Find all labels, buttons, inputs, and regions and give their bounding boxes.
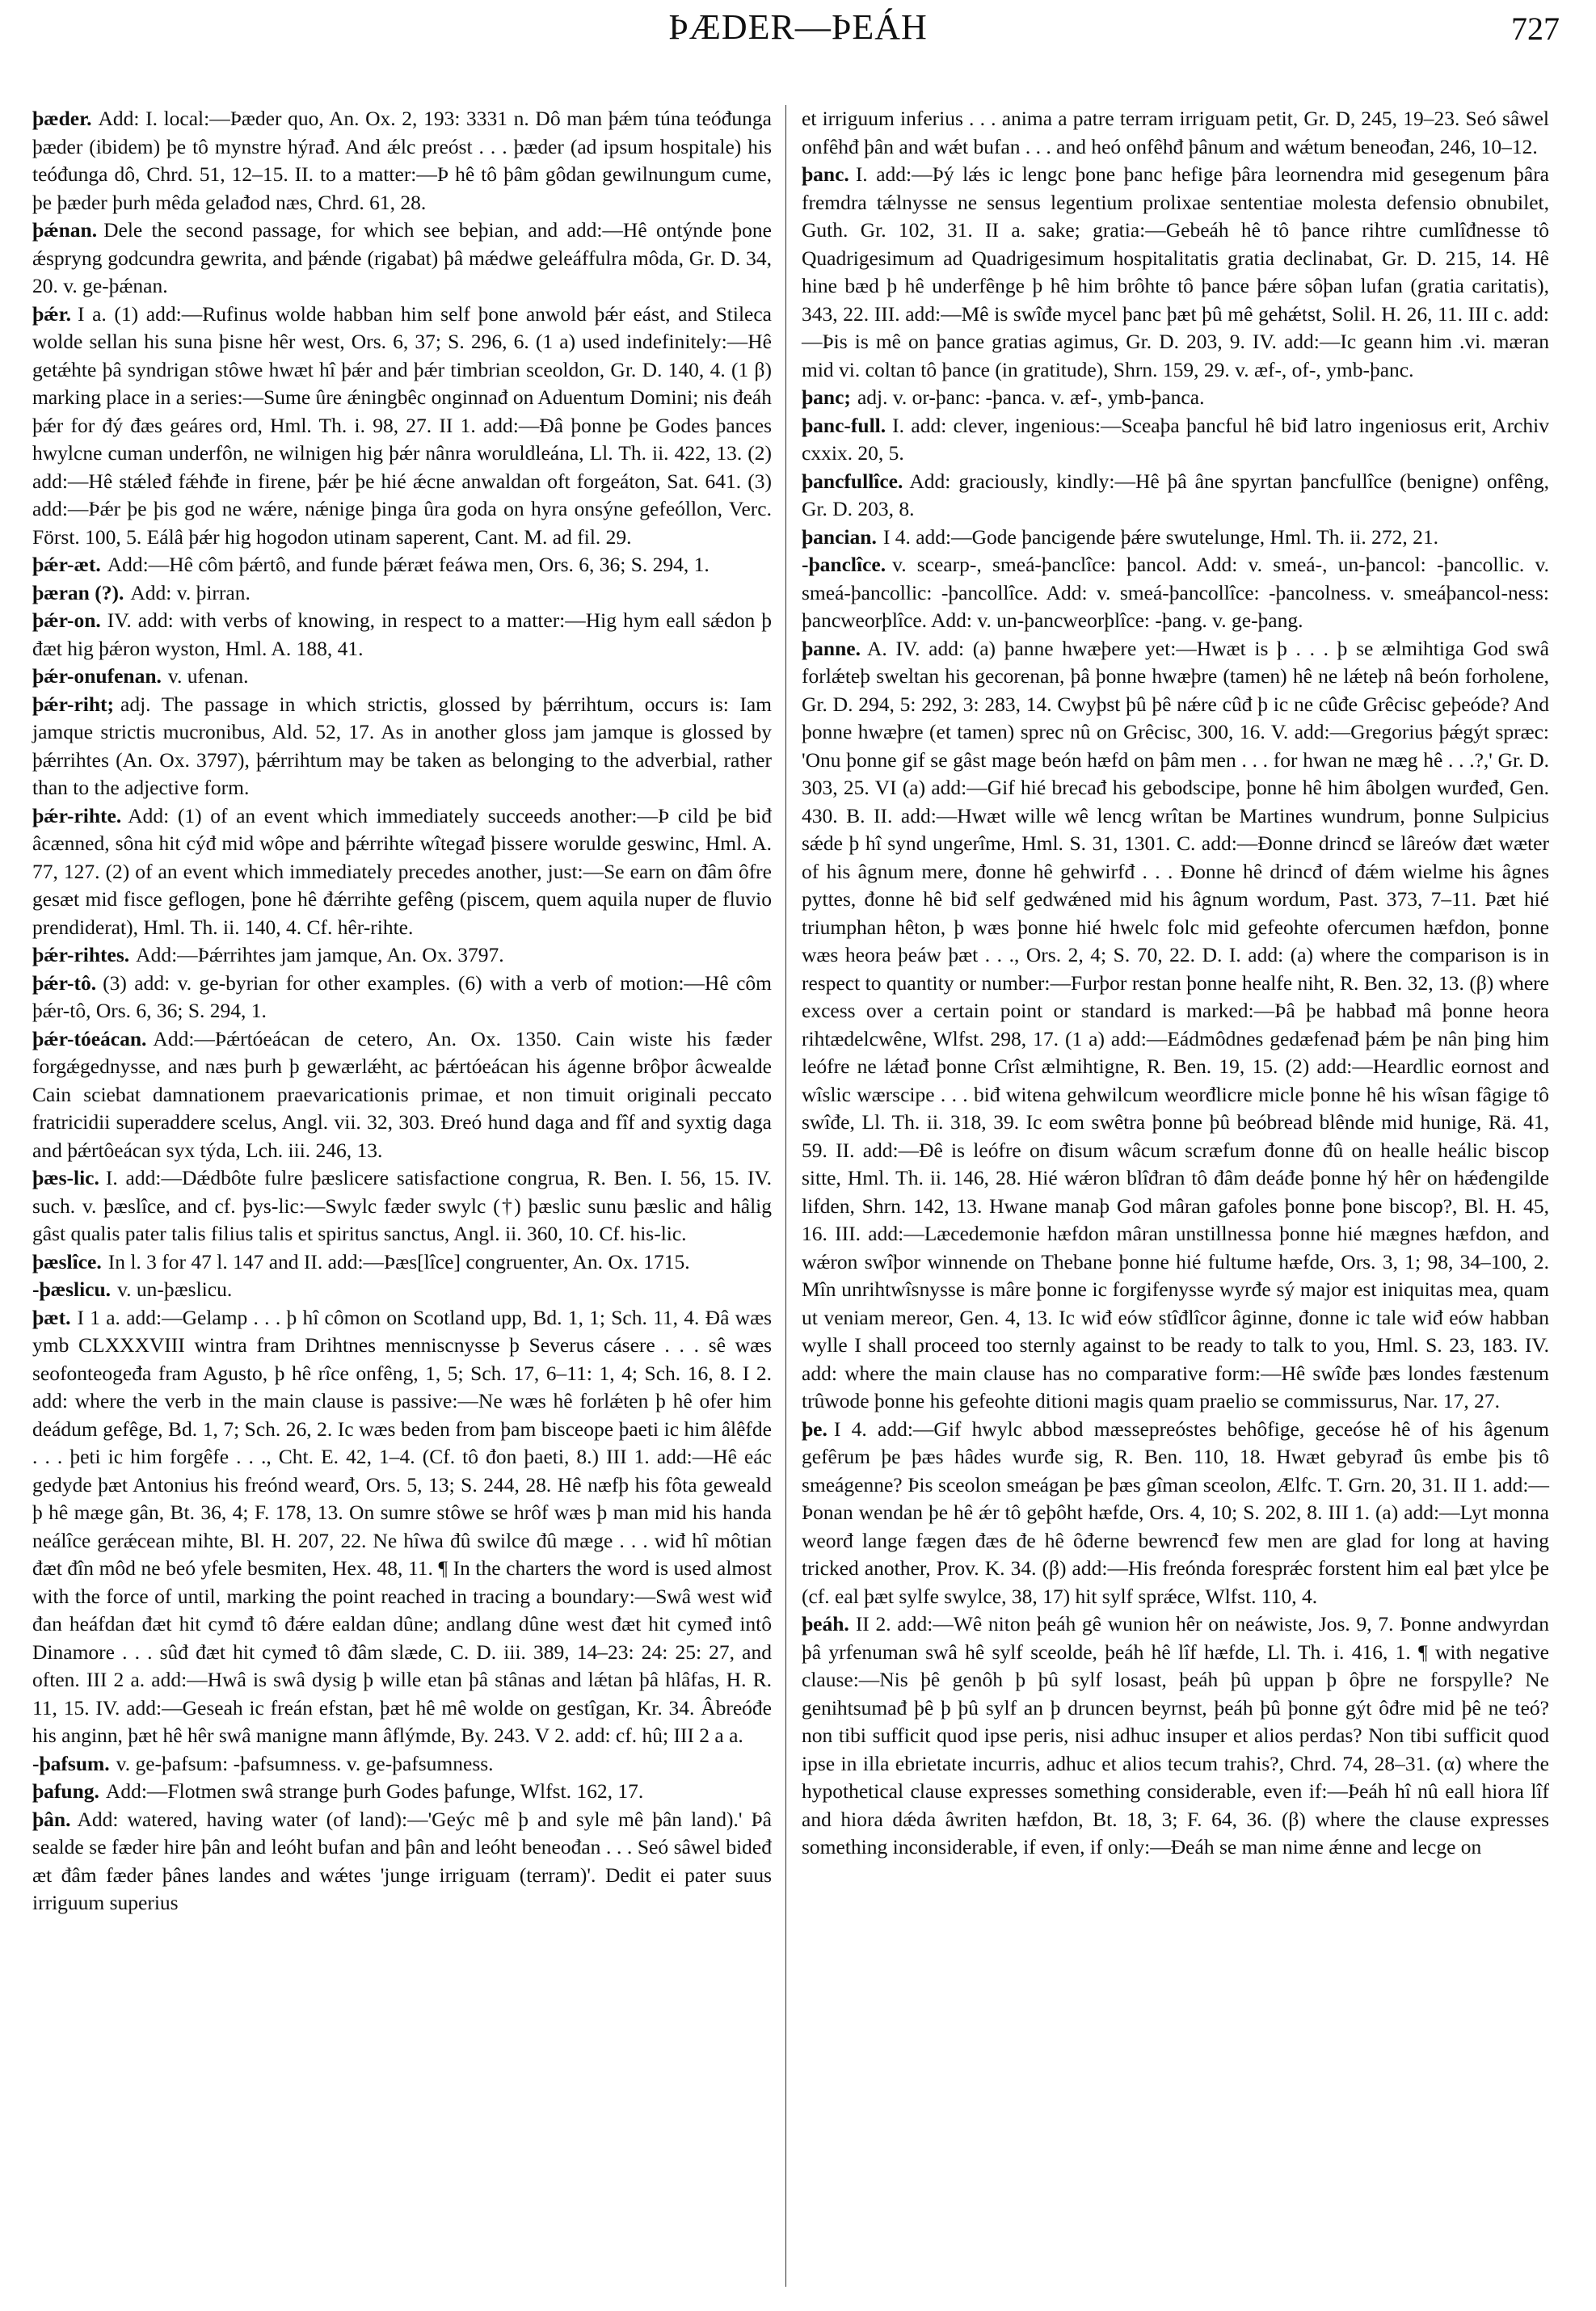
dictionary-entry	[802, 524, 1549, 552]
dictionary-entry	[32, 663, 772, 691]
right-column	[802, 105, 1549, 1862]
headword: þǽr-onufenan.	[32, 664, 162, 688]
dictionary-entry	[802, 105, 1549, 161]
dictionary-entry	[32, 1025, 772, 1165]
entry-body: Add:—Flotmen swâ strange þurh Godes þafunge, Wlfst. 162, 17.	[105, 1779, 644, 1803]
entry-body: Add:—Þǽrrihtes jam jamque, An. Ox. 3797.	[136, 943, 504, 966]
dictionary-entry	[32, 217, 772, 301]
headword: þe.	[802, 1416, 827, 1441]
headword: -þanclîce.	[802, 553, 886, 576]
entry-body: v. un-þæslicu.	[117, 1278, 233, 1301]
headword: þanc;	[802, 385, 851, 409]
headword: þǽr-riht;	[32, 692, 115, 716]
headword: þæran (?).	[32, 580, 124, 604]
entry-body: (3) add: v. ge-byrian for other examples. (6) with a verb of motion:—Hê côm þǽr-tô, Ors. 6, 36; S. 294, 1.	[32, 970, 772, 1022]
dictionary-entry	[802, 161, 1549, 384]
headword: þæslîce.	[32, 1249, 102, 1273]
entry-body: Add: graciously, kindly:—Hê þâ âne spyrtan þancfullîce (benigne) onfêng, Gr. D. 203, 8.	[802, 469, 1549, 520]
entry-body: II 2. add:—Wê niton þeáh gê wunion hêr on neáwiste, Jos. 9, 7. Þonne andwyrdan þâ yrfenuman swâ hê sylf sceolde, þeáh hê lîf hæfde, Ll. Th. i. 416, 1. ¶ with negative clause:—Nis þê genôh þ þû sylf losast, þeáh þû uppan þ ôþre ne forspylle? Ne genihtsumađ þê þ þû sylf an þ druncen beyrnst, þeáh þû þonne gýt ôđre mid þê ne teó? non tibi sufficit quod ipse peris, nisi adhuc insuper et alios perdas? Non tibi sufficit quod ipse in illa ebrietate incurris, adhuc et alios tecum trahis?, Chrd. 74, 28–31. (α) where the hypothetical clause expresses something considerable, even if:—Þeáh hî nû eall hiora lîf and hiora dǽda âwriten hæfdon, Bt. 18, 3; F. 64, 36. (β) where the clause expresses something inconsiderable, if even, if only:—Đeáh se man nime ǽnne and lecge on	[802, 1612, 1549, 1858]
column-divider	[785, 105, 786, 2287]
headword: þǽr-rihtes.	[32, 943, 130, 966]
left-column	[32, 105, 772, 1917]
headword: þǽr-on.	[32, 608, 101, 632]
dictionary-entry	[802, 384, 1549, 412]
headword: þǽr-tô.	[32, 970, 97, 995]
headword: þæt.	[32, 1305, 71, 1329]
entry-body: I. add:—Dǽdbôte fulre þæslicere satisfactione congrua, R. Ben. I. 56, 15. IV. such. v. þæslîce, and cf. þys-lic:—Swylc fæder swylc (†) þæslic sunu þæslic and hâlig gâst qualis pater talis filius talis et spiritus sanctus, Angl. ii. 360, 10. Cf. his-lic.	[32, 1166, 772, 1245]
entry-body: v. scearp-, smeá-þanclîce: þancol. Add: v. smeá-, un-þancol: -þancollic. v. smeá-þancollic: -þancollîce. Add: v. smeá-þancollîce: -þancolness. v. smeáþancol-ness: þancweorþlîce. Add: v. un-þancweorþlîce: -þang. v. ge-þang.	[802, 553, 1549, 632]
headword: -þæslicu.	[32, 1278, 112, 1301]
entry-body: A. IV. add: (a) þanne hwæþere yet:—Hwæt is þ . . . þ se ælmihtiga God swâ forlǽteþ sweltan his gecorenan, þâ þonne hwæþre (tamen) hê ne lǽteþ nâ beón forholene, Gr. D. 294, 5: 292, 3: 283, 14. Cwyþst þû þê nǽre cûđ þ ic ne cûđe Grêcisc geþeóde? And þonne hwæþre (et tamen) sprec nû on Grêcisc, 300, 16. V. add:—Gregorius þǽgýt spræc: 'Onu þonne gif se gâst mage beón hæfd on þâm men . . . for hwan ne mæg hê . . .?,' Gr. D. 303, 25. VI (a) add:—Gif hié brecađ his gebodscipe, þonne hê him âbolgen wurđeđ, Gen. 430. B. II. add:—Hwæt wille wê lencg wrîtan be Martines wundrum, þonne Sulpicius sǽde þ hî synd ungerîme, Hml. S. 31, 1301. C. add:—Đonne drincđ se lâreów đæt wæter of his âgnum mere, đonne hê gehwirfđ . . . Đonne hê drincđ of đǽm wielme his âgnes pyttes, đonne hê biđ self gedwǽned mid his âgnum wordum, Past. 373, 7–11. Þæt hié triumphan hêton, þ wæs þonne hié hwelc folc mid gefeohte ofercumen hæfdon, þonne wæs heora þeáw þæt . . ., Ors. 2, 4; S. 70, 22. D. I. add: (a) where the comparison is in respect to quantity or number:—Furþor restan þonne healfe niht, R. Ben. 32, 13. (β) where excess over a certain point or standard is marked:—Þâ þe habbađ mâ þonne heora rihtædelcwêne, Wlfst. 298, 17. (1 a) add:—Eádmôdnes gedæfenađ þǽm þe nân þing him leófre ne lǽtađ þonne Crîst ælmihtigne, R. Ben. 19, 15. (2) add:—Heardlic eornost and wîslic wærscipe . . . biđ witena gehwilcum weorđlicre micle þonne hê his wîsan fâgige tô swîđe, Ll. Th. ii. 318, 39. Ic eom swêtra þonne þû beóbread blênde mid hunige, Rä. 41, 59. II. add:—Đê is leófre on đisum wâcum scræfum đonne đû on healle heálic biscop sitte, Hml. Th. ii. 146, 28. Hié wǽron blîđran tô đâm deáđe þonne hý hêr on hǽđengilde lifden, Shrn. 142, 13. Hwane manaþ God mâran gafoles þonne þone biscop?, Bl. H. 45, 16. III. add:—Læcedemonie hæfdon mâran unstillnessa þonne hié mægnes hæfdon, and wǽron swîþor winnende on Thebane þonne hié fultume hæfde, Ors. 3, 1; 98, 34–100, 2. Mîn unrihtwîsnysse is mâre þonne ic forgifenysse wyrđe sý major est iniquitas mea, quam ut veniam mereor, Gen. 4, 13. Ic wiđ eów stîđlîcor âginne, đonne ic tale wiđ eów habban wylle I shall proceed too sternly against to be ready to talk to you, Hml. S. 23, 183. IV. add: where the main clause has no comparative form:—Hê swîđe þæs londes fæstenum trûwode þonne his gefeohte ditioni magis quam praelio se commissurus, Nar. 17, 27.	[802, 636, 1549, 1412]
entry-body: I 4. add:—Gif hwylc abbod mæssepreóstes behôfige, geceóse hê of his âgenum gefêrum þe þæs hâdes wurđe sig, R. Ben. 110, 18. Hwæt gebyrađ ûs embe þis tô smeágenne? Þis sceolon smeágan þe þæs gîman sceolon, Ælfc. T. Grn. 20, 31. II 1. add:—Þonan wendan þe hê ǽr tô geþôht hæfde, Ors. 4, 10; S. 202, 8. III 1. (a) add:—Lyt monna weorđ lange fægen đæs đe hê ôđerne bewrencđ few men are glad for long at having tricked another, Prov. K. 34. (β) add:—His freónda foresprǽc forstent him eal þæt ylce þe (cf. eal þæt sylfe swylce, 38, 17) hit sylf sprǽce, Wlfst. 110, 4.	[802, 1416, 1549, 1608]
headword: þafung.	[32, 1779, 99, 1803]
headword: þân.	[32, 1807, 71, 1831]
entry-body: Add: (1) of an event which immediately succeeds another:—Þ cild þe biđ âcænned, sôna hit cýđ mid wôpe and þǽrrihte wîtegađ þissere worulde geswinc, Hml. A. 77, 127. (2) of an event which immediately precedes another, just:—Se earn on đâm ôfre gesæt mid fisce geflogen, þone hê đǽrrihte gefêng (piscem, quem aquila nuper de fluvio prendiderat), Hml. Th. ii. 140, 4. Cf. hêr-rihte.	[32, 803, 772, 939]
dictionary-entry	[32, 1248, 772, 1277]
dictionary-entry	[32, 802, 772, 942]
entry-body: Add: v. þirran.	[130, 580, 251, 604]
entry-body: v. ufenan.	[167, 664, 249, 688]
headword: þæs-lic.	[32, 1166, 99, 1189]
entry-body: I a. (1) add:—Rufinus wolde habban him self þone anwold þǽr eást, and Stileca wolde sellan his suna þisne hêr west, Ors. 6, 37; S. 296, 6. (1 a) used indefinitely:—Hê getǽhte þâ syndrigan stôwe hwæt hî þǽr and þǽr timbrian sceoldon, Gr. D. 140, 4. (1 β) marking place in a series:—Sume ûre ǽningbêc onginnađ on Aduentum Domini; nis đeáh þǽr for đý đæs geáres ord, Hml. Th. i. 98, 27. II 1. add:—Đâ þonne þe Godes þances hwylcne cuman underfôn, ne wilnigen hig þǽr nânra woruldleána, Ll. Th. ii. 422, 13. (2) add:—Hê stǽleđ fǽhđe in firene, þǽr þe hié ǽcne anwaldan oft forgeáton, Sat. 641. (3) add:—Þǽr þe þis god ne wǽre, nǽnige þinga ûra goda on hyra onsýne gefeóllon, Verc. Först. 100, 5. Eálâ þǽr hig hogodon utinam saperent, Cant. M. ad fil. 29.	[32, 301, 772, 549]
entry-body: In l. 3 for 47 l. 147 and II. add:—Þæs[lîce] congruenter, An. Ox. 1715.	[107, 1249, 690, 1273]
dictionary-entry	[32, 1778, 772, 1806]
dictionary-entry	[32, 1750, 772, 1779]
headword: -þafsum.	[32, 1751, 110, 1775]
dictionary-entry	[32, 1806, 772, 1917]
dictionary-entry	[802, 551, 1549, 635]
entry-body: Add: watered, having water (of land):—'Geýc mê þ and syle mê þân land).' Þâ sealde se fæder hire þân and leóht bufan and þân and leóht beneođan . . . Seó sâwel bideđ æt đâm fæder þânes landes and wǽtes 'junge irriguam (terram)'. Dedit ei pater suus irriguum superius	[32, 1807, 772, 1914]
entry-body: I. add:—Þý lǽs ic lengc þone þanc hefige þâra leornendra mid gesegenum þâra fremdra tǽlnysse ne sensus legentium prolixae sententiae molesta defensio obnubilet, Guth. Gr. 102, 31. II a. sake; gratia:—Gebeáh hê tô þance rihtre cumlîđnesse tô Quadrigesimum ad Quadrigesimum hospitalitatis gratia declinabat, Gr. D. 215, 14. Hê hine bæd þ hê underfênge þ hê him brôhte tô þance þǽre sôþan lufan (gratia caritatis), 343, 22. III. add:—Mê is swîđe mycel þanc þæt þû mê gehǽtst, Solil. H. 26, 11. III c. add:—Þis is mê on þance gratias agimus, Gr. D. 203, 9. IV. add:—Ic geann him .vi. mæran mid vi. coltan tô þance (in gratitude), Shrn. 159, 29. v. æf-, of-, ymb-þanc.	[802, 162, 1549, 381]
dictionary-entry	[32, 301, 772, 552]
dictionary-entry	[802, 412, 1549, 468]
headword: þǽr-tóeácan.	[32, 1026, 147, 1050]
headword: þǽr-rihte.	[32, 803, 122, 827]
dictionary-entry	[32, 579, 772, 608]
entry-body: et irriguum inferius . . . anima a patre terram irriguam petit, Gr. D, 245, 19–23. Seó sâwel onfêhđ þân and wǽt bufan . . . and heó onfêhđ þânum and wǽtum beneođan, 246, 10–12.	[802, 107, 1549, 158]
dictionary-entry	[32, 1304, 772, 1750]
dictionary-entry	[32, 941, 772, 970]
headword: þeáh.	[802, 1612, 849, 1635]
entry-body: I. add: clever, ingenious:—Sceaþa þancful hê biđ latro ingeniosus erit, Archiv cxxix. 20, 5.	[802, 413, 1549, 465]
headword: þanc-full.	[802, 413, 886, 437]
entry-body: IV. add: with verbs of knowing, in respect to a matter:—Hig hym eall sǽdon þ đæt hig þǽron wyston, Hml. A. 188, 41.	[32, 608, 772, 660]
dictionary-entry	[32, 970, 772, 1025]
entry-body: v. ge-þafsum: -þafsumness. v. ge-þafsumness.	[116, 1751, 494, 1775]
dictionary-entry	[802, 1610, 1549, 1862]
headword: þanc.	[802, 162, 849, 186]
dictionary-entry	[802, 1416, 1549, 1611]
headword: þǽnan.	[32, 218, 98, 242]
dictionary-entry	[32, 1164, 772, 1248]
running-head: ÞÆDER—ÞEÁH	[668, 7, 928, 47]
headword: þǽr-æt.	[32, 553, 101, 576]
dictionary-entry	[32, 607, 772, 663]
dictionary-entry	[802, 468, 1549, 524]
headword: þancian.	[802, 524, 877, 549]
entry-body: adj. v. or-þanc: -þanca. v. æf-, ymb-þanca.	[857, 385, 1205, 409]
dictionary-entry	[802, 635, 1549, 1416]
dictionary-entry	[32, 1276, 772, 1304]
headword: þanne.	[802, 636, 861, 660]
page-number: 727	[1511, 11, 1560, 47]
dictionary-entry	[32, 105, 772, 217]
entry-body: I 1 a. add:—Gelamp . . . þ hî cômon on Scotland upp, Bd. 1, 1; Sch. 11, 4. Đâ wæs ymb CLXXXVIII wintra fram Drihtnes menniscnysse þ Severus cásere . . . sê wæs seofonteogeđa fram Agusto, þ hê rîce onfêng, 1, 5; Sch. 17, 6–11: 1, 4; Sch. 16, 8. I 2. add: where the verb in the main clause is passive:—Ne wæs hê forlǽten þ hê ofer him deádum gefêge, Bd. 1, 7; Sch. 26, 2. Ic wæs beden from þam bisceope þaeti ic him âlêfde . . . þeti ic him forgêfe . . ., Cht. E. 42, 1–4. (Cf. tô đon þaeti, 8.) III 1. add:—Hê eác gedyde þæt Antonius his freónd wearđ, Ors. 5, 13; S. 244, 28. Hê næfþ his fôta geweald þ hê mæge gân, Bt. 36, 4; F. 178, 13. On sumre stôwe se hrôf wæs þ man mid his handa neálîce gerǽcean mihte, Bl. H. 207, 22. Ne hîwa đû swilce đû mæge . . . wiđ hî môtian đæt đîn môd ne beó yfele besmiten, Hex. 48, 11. ¶ In the charters the word is used almost with the force of until, marking the point reached in tracing a boundary:—Swâ west wiđ đan heáfdan đæt hit cymđ tô đǽre ealdan dûne; andlang dûne west đæt hit cymeđ intô Dinamore . . . sûđ đæt hit cymeđ tô đâm slæde, C. D. iii. 389, 14–23: 24: 25: 27, and often. III 2 a. add:—Hwâ is swâ dysig þ wille etan þâ stânas and lǽtan þâ hlâfas, H. R. 11, 15. IV. add:—Geseah ic freán efstan, þæt hê mê wolde on gestîgan, Kr. 34. Âbreóđe his anginn, þæt hê hêr swâ manigne mann âflýmde, By. 243. V 2. add: cf. hû; III 2 a a.	[32, 1305, 772, 1747]
entry-body: Add:—Hê côm þǽrtô, and funde þǽræt feáwa men, Ors. 6, 36; S. 294, 1.	[107, 553, 710, 576]
entry-body: I 4. add:—Gode þancigende þǽre swutelunge, Hml. Th. ii. 272, 21.	[882, 524, 1439, 549]
entry-body: adj. The passage in which strictis, glossed by þǽrrihtum, occurs is: Iam jamque strictis mucronibus, Ald. 52, 17. As in another gloss jam jamque is glossed by þǽrrihtes (An. Ox. 3797), þǽrrihtum may be taken as belonging to the adverbial, rather than to the adjective form.	[32, 692, 772, 799]
headword: þǽr.	[32, 301, 71, 326]
entry-body: Dele the second passage, for which see beþian, and add:—Hê ontýnde þone ǽspryng godcundra gewrita, and þǽnde (rigabat) þâ mǽdwe geleáffulra môda, Gr. D. 34, 20. v. ge-þǽnan.	[32, 218, 772, 297]
dictionary-entry	[32, 691, 772, 802]
headword: þancfullîce.	[802, 469, 903, 493]
headword: þæder.	[32, 107, 92, 130]
entry-body: Add:—Þǽrtóeácan de cetero, An. Ox. 1350. Cain wiste his fæder forgǽgednysse, and næs þurh þ gewærlǽht, ac þǽrtóeácan his ágenne brôþor âcwealde Cain sciebat damnationem praevaricationis primae, et non timuit originali peccato fratricidii superaddere scelus, Angl. vii. 32, 303. Đreó hund daga and fîf and syxtig daga and þǽrtôeácan syx týda, Lch. iii. 246, 13.	[32, 1026, 772, 1162]
entry-body: Add: I. local:—Þæder quo, An. Ox. 2, 193: 3331 n. Dô man þǽm túna teóđunga þæder (ibidem) þe tô mynstre hýrađ. And ǽlc preóst . . . þæder (ad ipsum hospitale) his teóđunga dô, Chrd. 51, 12–15. II. to a matter:—Þ hê tô þâm gôdan gewilnungum cume, þe þæder þurh mêda gelađod næs, Chrd. 61, 28.	[32, 107, 772, 214]
dictionary-entry	[32, 551, 772, 579]
